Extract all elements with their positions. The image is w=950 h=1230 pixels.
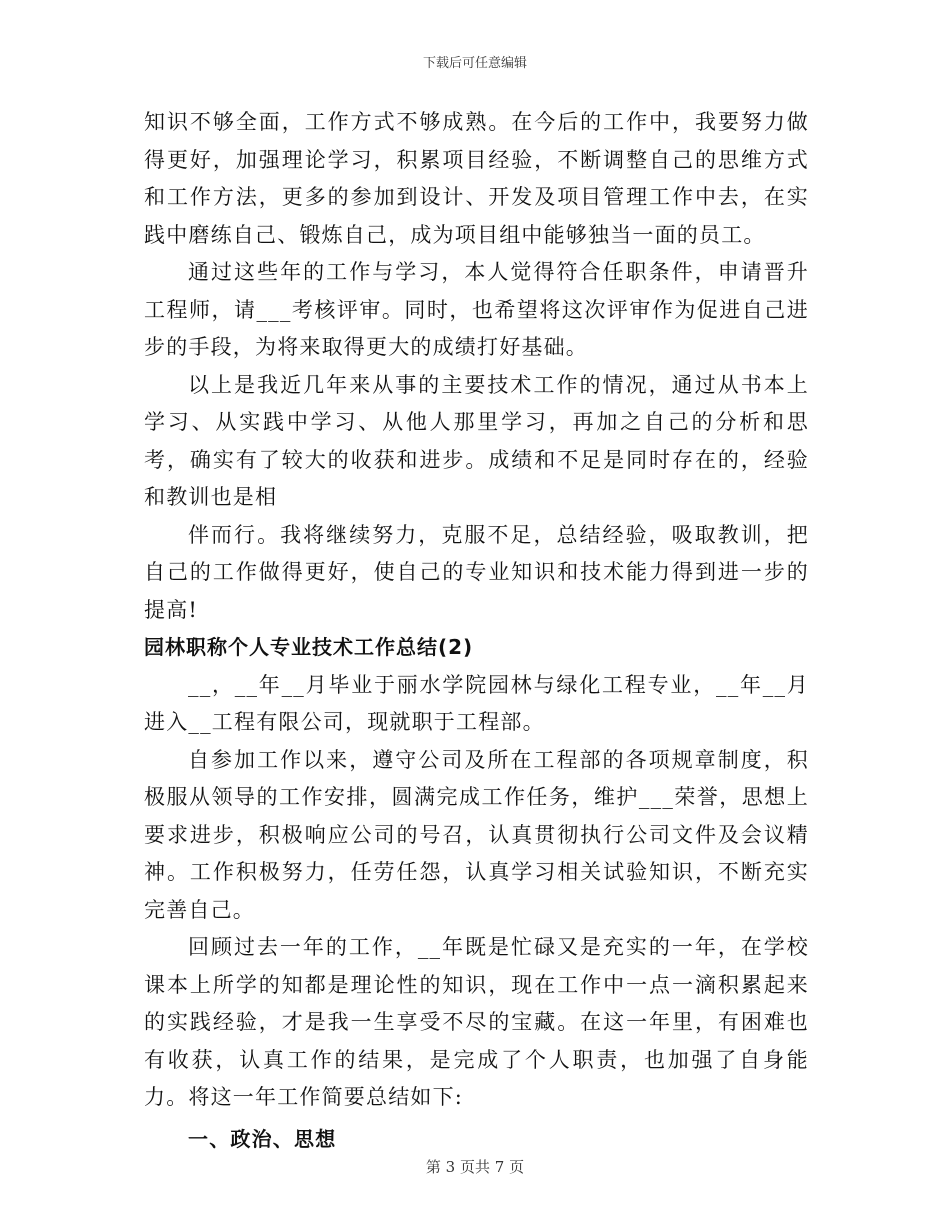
paragraph-4: 伴而行。我将继续努力，克服不足，总结经验，吸取教训，把自己的工作做得更好，使自己的专业知识和技术能力得到进一步的提高! [144, 522, 809, 622]
page-header-note: 下载后可任意编辑 [422, 56, 527, 71]
sub-heading-politics: 一、政治、思想 [188, 1126, 337, 1151]
paragraph-5: __，__年__月毕业于丽水学院园林与绿化工程专业，__年__月进入__工程有限公司，现就职于工程部。 [144, 672, 809, 734]
document-body [144, 104, 809, 1158]
paragraph-3: 以上是我近几年来从事的主要技术工作的情况，通过从书本上学习、从实践中学习、从他人那里学习，再加之自己的分析和思考，确实有了较大的收获和进步。成绩和不足是同时存在的，经验和教训也是相 [144, 372, 809, 509]
section-title: 园林职称个人专业技术工作总结(2) [144, 635, 474, 659]
page-number: 第 3 页共 7 页 [425, 1158, 525, 1176]
paragraph-7: 回顾过去一年的工作，__年既是忙碌又是充实的一年，在学校课本上所学的知都是理论性的知识，现在工作中一点一滴积累起来的实践经验，才是我一生享受不尽的宝藏。在这一年里，有困难也有收获，认真工作的结果，是完成了个人职责，也加强了自身能力。将这一年工作简要总结如下: [144, 935, 809, 1109]
paragraph-6: 自参加工作以来，遵守公司及所在工程部的各项规章制度，积极服从领导的工作安排，圆满完成工作任务，维护___荣誉，思想上要求进步，积极响应公司的号召，认真贯彻执行公司文件及会议精神。工作积极努力，任劳任怨，认真学习相关试验知识，不断充实完善自己。 [144, 747, 809, 922]
paragraph-2: 通过这些年的工作与学习，本人觉得符合任职条件，申请晋升工程师，请___考核评审。同时，也希望将这次评审作为促进自己进步的手段，为将来取得更大的成绩打好基础。 [144, 260, 809, 359]
paragraph-1: 知识不够全面，工作方式不够成熟。在今后的工作中，我要努力做得更好，加强理论学习，积累项目经验，不断调整自己的思维方式和工作方法，更多的参加到设计、开发及项目管理工作中去，在实践中磨练自己、锻炼自己，成为项目组中能够独当一面的员工。 [144, 110, 809, 247]
